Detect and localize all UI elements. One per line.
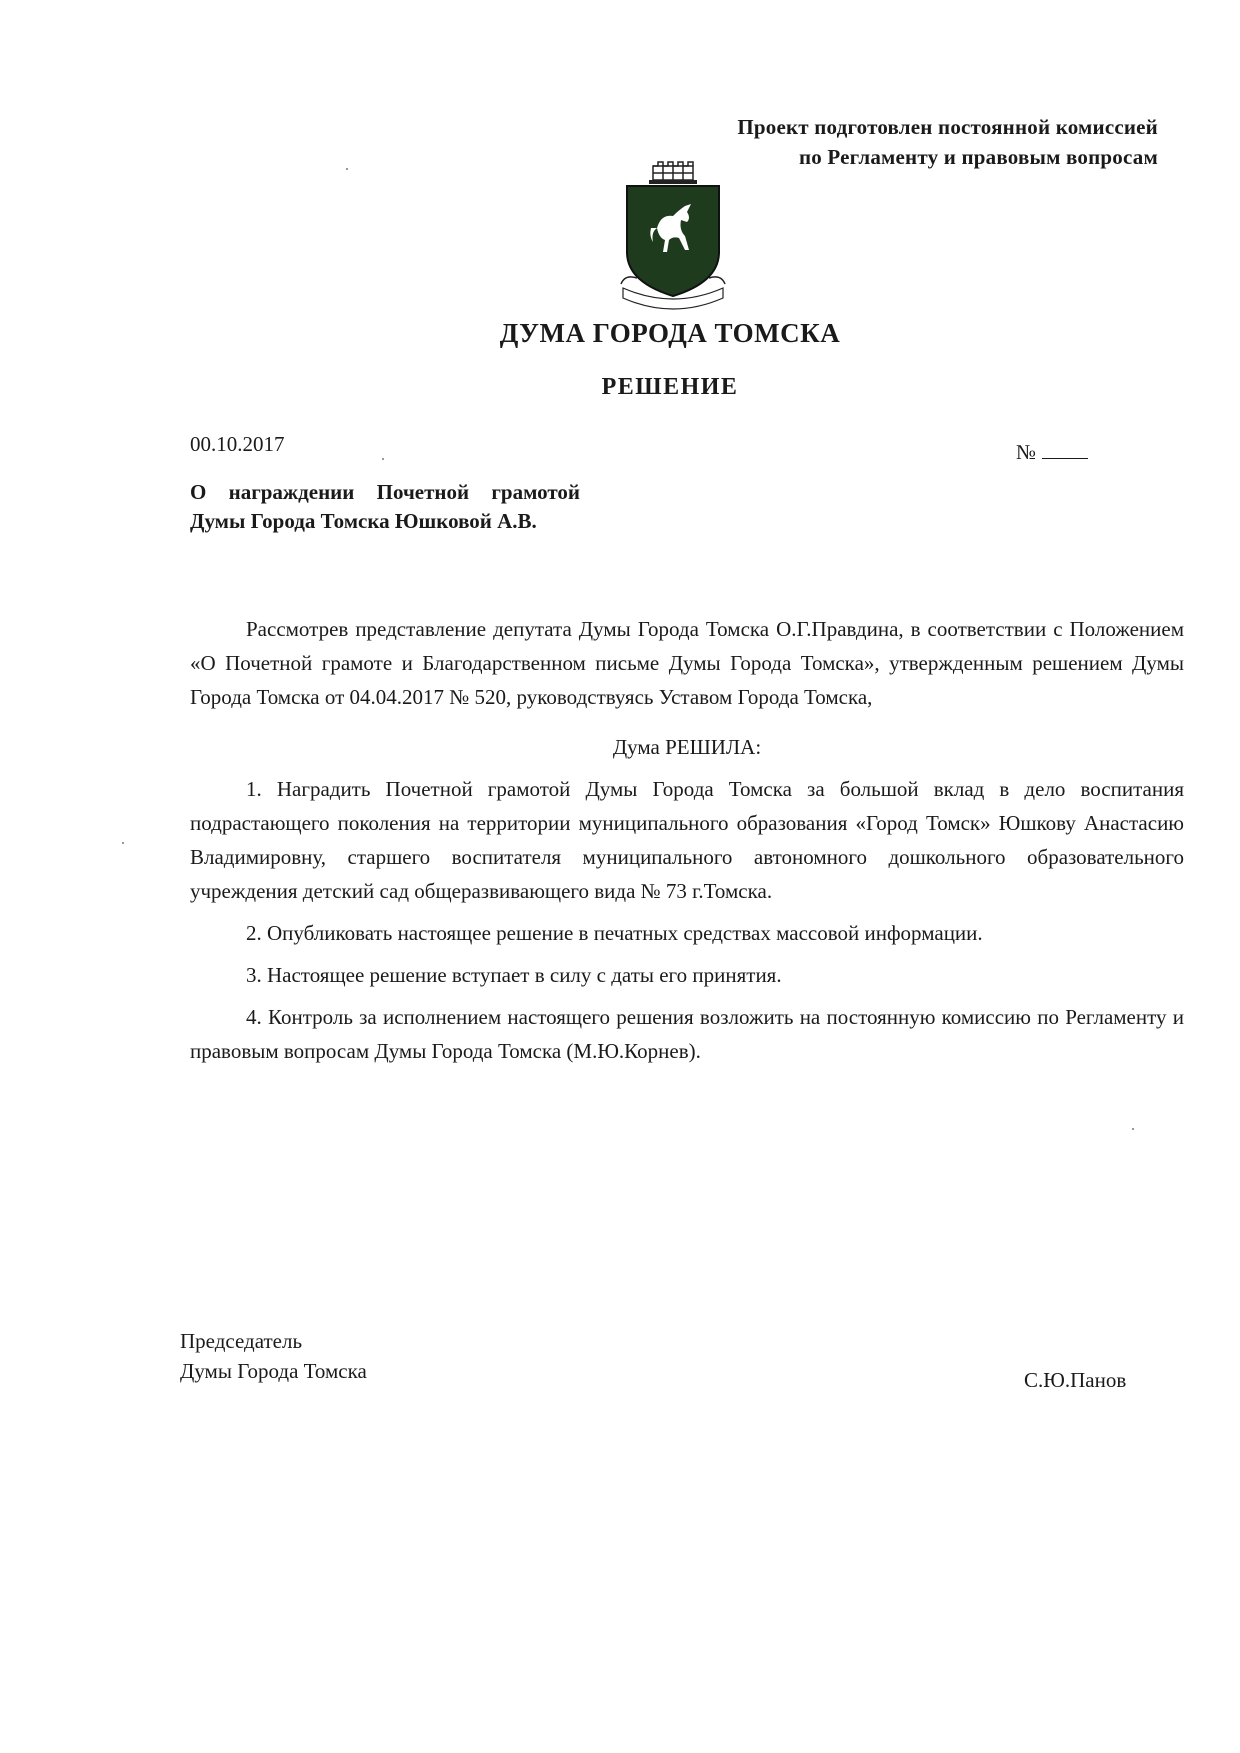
decision-subject: О награждении Почетной грамотой Думы Города Томска Юшковой А.В.	[190, 480, 580, 533]
decision-body	[190, 612, 1184, 1076]
signer-position-line-2: Думы Города Томска	[180, 1359, 367, 1383]
prepared-by-line-2: по Регламенту и правовым вопросам	[798, 145, 1158, 169]
decision-item-2: 2. Опубликовать настоящее решение в печатных средствах массовой информации.	[246, 921, 983, 945]
signer-position	[180, 1326, 367, 1386]
decided-heading: Дума РЕШИЛА:	[612, 735, 762, 759]
number-blank	[1042, 440, 1088, 459]
prepared-by-note	[737, 112, 1158, 172]
tomsk-coat-of-arms-icon	[617, 160, 729, 310]
decision-number	[1016, 440, 1088, 465]
scan-speck	[1132, 1128, 1134, 1130]
scan-speck	[122, 842, 124, 844]
decision-item-3: 3. Настоящее решение вступает в силу с даты его принятия.	[246, 963, 782, 987]
scan-speck	[346, 168, 348, 170]
prepared-by-line-1: Проект подготовлен постоянной комиссией	[737, 115, 1158, 139]
signer-position-line-1: Председатель	[180, 1329, 303, 1353]
decision-item-1: 1. Наградить Почетной грамотой Думы Города Томска за большой вклад в дело воспитания подрастающего поколения на территории муниципального образования «Город Томск» Юшкову Анастасию Владимировну, старшего воспитателя муниципального автономного дошкольного образовательного учреждения детский сад общеразвивающего вида № 73 г.Томска.	[190, 777, 1184, 903]
decision-date: 00.10.2017	[190, 432, 285, 456]
preamble-paragraph: Рассмотрев представление депутата Думы Города Томска О.Г.Правдина, в соответствии с Положением «О Почетной грамоте и Благодарственном письме Думы Города Томска», утвержденным решением Думы Города Томска от 04.04.2017 № 520, руководствуясь Уставом Города Томска,	[190, 617, 1184, 709]
document-type-title: РЕШЕНИЕ	[601, 374, 739, 400]
organization-title: ДУМА ГОРОДА ТОМСКА	[499, 318, 841, 348]
scan-speck	[382, 458, 384, 460]
signer-name: С.Ю.Панов	[1024, 1368, 1127, 1392]
decision-item-4: 4. Контроль за исполнением настоящего решения возложить на постоянную комиссию по Регламенту и правовым вопросам Думы Города Томска (М.Ю.Корнев).	[190, 1005, 1184, 1063]
number-label: №	[1016, 440, 1037, 464]
